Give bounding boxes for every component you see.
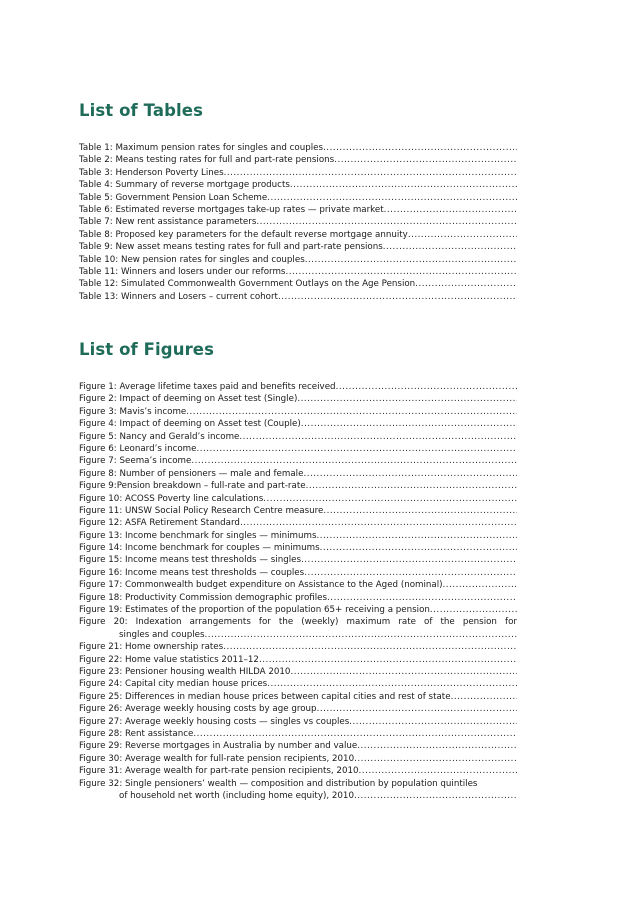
dot-leader — [336, 381, 517, 393]
dot-leader — [415, 278, 517, 290]
entry-title: Figure 22: Home value statistics 2011–12 — [79, 654, 259, 665]
entry-title: Figure 1: Average lifetime taxes paid and benefits received — [79, 381, 336, 392]
entry-title: Figure 4: Impact of deeming on Asset test (Couple) — [79, 419, 301, 430]
dot-leader — [317, 703, 517, 715]
entry-title: Table 2: Means testing rates for full and part-rate pensions — [79, 155, 335, 166]
dot-leader — [205, 629, 517, 641]
entry-word: for — [505, 617, 517, 628]
figure-entry[interactable] — [79, 554, 517, 566]
figure-entry[interactable] — [79, 703, 517, 715]
entry-title: Table 12: Simulated Commonwealth Government Outlays on the Age Pension — [79, 279, 416, 290]
table-entry[interactable] — [79, 229, 517, 241]
entry-title: Figure 14: Income benchmark for couples — minimums — [79, 543, 320, 554]
table-entry[interactable] — [79, 278, 517, 290]
entry-word: arrangements — [189, 617, 251, 628]
dot-leader — [196, 443, 517, 455]
dot-leader — [320, 542, 517, 554]
dot-leader — [359, 765, 517, 777]
dot-leader — [354, 753, 517, 765]
figure-entry[interactable] — [79, 753, 517, 765]
entry-title: Figure 24: Capital city median house prices — [79, 679, 268, 690]
entry-title: Figure 11: UNSW Social Policy Research Centre measure — [79, 505, 324, 516]
figure-entry[interactable] — [79, 691, 517, 703]
entry-title: Figure 29: Reverse mortgages in Australia by number and value — [79, 741, 358, 752]
figure-entry[interactable] — [79, 579, 517, 591]
table-entry[interactable] — [79, 204, 517, 216]
figure-entry[interactable] — [79, 728, 517, 740]
figure-entry[interactable] — [79, 530, 517, 542]
entry-title: Figure 5: Nancy and Gerald’s income — [79, 431, 240, 442]
entry-title: Figure 19: Estimates of the proportion of the population 65+ receiving a pension — [79, 605, 430, 616]
entry-title-line-1: Figure 32: Single pensioners’ wealth — composition and distribution by population quintiles — [79, 778, 478, 789]
entry-word: for — [258, 617, 271, 628]
entry-word: the — [278, 617, 294, 628]
dot-leader — [323, 142, 517, 154]
dot-leader — [191, 455, 517, 467]
figure-entry[interactable] — [79, 493, 517, 505]
entry-word: pension — [462, 617, 497, 628]
dot-leader — [316, 530, 517, 542]
entry-title: Figure 28: Rent assistance — [79, 728, 194, 739]
table-entry[interactable] — [79, 241, 517, 253]
list-of-tables — [79, 142, 517, 303]
figure-entry[interactable] — [79, 765, 517, 777]
figure-entry[interactable] — [79, 616, 517, 641]
entry-title: Figure 15: Income means test thresholds — singles — [79, 555, 302, 566]
entry-word: of — [424, 617, 433, 628]
figure-entry[interactable] — [79, 517, 517, 529]
entry-title-line-1 — [79, 616, 517, 628]
entry-title: Table 1: Maximum pension rates for singles and couples — [79, 142, 324, 153]
entry-title: Figure 12: ASFA Retirement Standard — [79, 518, 240, 529]
figure-entry[interactable] — [79, 443, 517, 455]
entry-title: Figure 31: Average wealth for part-rate pension recipients, 2010 — [79, 766, 359, 777]
entry-title: singles and couples — [119, 629, 205, 640]
table-entry[interactable] — [79, 167, 517, 179]
entry-title: Table 3: Henderson Poverty Lines — [79, 167, 224, 178]
dot-leader — [443, 579, 517, 591]
table-entry[interactable] — [79, 192, 517, 204]
entry-title: Figure 7: Seema’s income — [79, 456, 192, 467]
table-entry[interactable] — [79, 266, 517, 278]
entry-title: Figure 9:Pension breakdown – full-rate and part-rate — [79, 481, 306, 492]
dot-leader — [323, 505, 517, 517]
entry-word: 20: — [113, 617, 128, 628]
figure-entry[interactable] — [79, 716, 517, 728]
entry-title: Table 9: New asset means testing rates for full and part-rate pensions — [79, 242, 383, 253]
entry-title: Table 10: New pension rates for singles and couples — [79, 254, 305, 265]
dot-leader — [301, 418, 517, 430]
figure-entry[interactable] — [79, 480, 517, 492]
dot-leader — [306, 480, 517, 492]
dot-leader — [186, 406, 517, 418]
dot-leader — [327, 592, 517, 604]
dot-leader — [305, 254, 517, 266]
entry-word: Indexation — [135, 617, 182, 628]
dot-leader — [256, 216, 517, 228]
dot-leader — [297, 393, 517, 405]
dot-leader — [223, 641, 517, 653]
dot-leader — [451, 691, 517, 703]
dot-leader — [384, 204, 517, 216]
entry-word: rate — [398, 617, 416, 628]
figure-entry[interactable] — [79, 678, 517, 690]
entry-title: Figure 21: Home ownership rates — [79, 642, 224, 653]
table-entry[interactable] — [79, 254, 517, 266]
entry-title: Figure 26: Average weekly housing costs by age group — [79, 704, 317, 715]
dot-leader — [285, 266, 517, 278]
entry-title: Figure 27: Average weekly housing costs — singles vs couples — [79, 716, 350, 727]
dot-leader — [357, 740, 517, 752]
entry-title-line-2 — [79, 629, 517, 641]
entry-word: (weekly) — [301, 617, 339, 628]
entry-title: Figure 23: Pensioner housing wealth HILDA 2010 — [79, 666, 291, 677]
figure-entry[interactable] — [79, 393, 517, 405]
figure-entry[interactable] — [79, 381, 517, 393]
figure-entry[interactable] — [79, 505, 517, 517]
entry-title: Table 7: New rent assistance parameters — [79, 217, 257, 228]
dot-leader — [278, 291, 517, 303]
dot-leader — [240, 517, 517, 529]
table-entry[interactable] — [79, 142, 517, 154]
table-entry[interactable] — [79, 179, 517, 191]
dot-leader — [193, 728, 517, 740]
entry-title: Figure 6: Leonard’s income — [79, 443, 197, 454]
figure-entry[interactable] — [79, 592, 517, 604]
dot-leader — [267, 678, 517, 690]
entry-word: the — [440, 617, 455, 628]
figure-entry[interactable] — [79, 666, 517, 678]
entry-title: Figure 16: Income means test thresholds — couples — [79, 567, 305, 578]
dot-leader — [303, 468, 517, 480]
entry-title: Table 13: Winners and Losers – current cohort — [79, 291, 278, 302]
dot-leader — [430, 604, 517, 616]
table-entry[interactable] — [79, 154, 517, 166]
entry-title: Table 4: Summary of reverse mortgage products — [79, 180, 290, 191]
dot-leader — [349, 716, 517, 728]
entry-title: Table 5: Government Pension Loan Scheme — [79, 192, 268, 203]
entry-word: maximum — [346, 617, 391, 628]
entry-title: Figure 25: Differences in median house prices between capital cities and rest of state — [79, 691, 451, 702]
figure-entry[interactable] — [79, 654, 517, 666]
entry-title: Figure 10: ACOSS Poverty line calculations — [79, 493, 264, 504]
list-of-figures — [79, 381, 517, 802]
entry-title: Table 6: Estimated reverse mortgages take-up rates — private market — [79, 204, 384, 215]
figure-entry[interactable] — [79, 406, 517, 418]
figure-entry[interactable] — [79, 740, 517, 752]
entry-title: of household net worth (including home equity), 2010 — [119, 790, 354, 801]
entry-title: Figure 17: Commonwealth budget expenditure on Assistance to the Aged (nominal) — [79, 580, 443, 591]
dot-leader — [383, 241, 517, 253]
list-of-figures-heading: List of Figures — [79, 340, 215, 359]
dot-leader — [239, 431, 517, 443]
dot-leader — [354, 790, 517, 802]
entry-title: Table 11: Winners and losers under our reforms — [79, 266, 286, 277]
dot-leader — [304, 567, 517, 579]
dot-leader — [290, 666, 517, 678]
entry-title: Table 8: Proposed key parameters for the default reverse mortgage annuity — [79, 229, 408, 240]
figure-entry[interactable] — [79, 468, 517, 480]
dot-leader — [267, 192, 517, 204]
figure-entry[interactable] — [79, 418, 517, 430]
figure-entry[interactable] — [79, 455, 517, 467]
entry-title: Figure 2: Impact of deeming on Asset test (Single) — [79, 394, 298, 405]
figure-entry[interactable] — [79, 431, 517, 443]
table-entry[interactable] — [79, 291, 517, 303]
figure-entry[interactable] — [79, 778, 517, 803]
list-of-tables-heading: List of Tables — [79, 101, 204, 120]
dot-leader — [301, 554, 517, 566]
dot-leader — [334, 154, 517, 166]
entry-title: Figure 3: Mavis’s income — [79, 406, 187, 417]
figure-entry[interactable] — [79, 567, 517, 579]
dot-leader — [259, 654, 517, 666]
entry-title: Figure 30: Average wealth for full-rate pension recipients, 2010 — [79, 753, 355, 764]
entry-title: Figure 13: Income benchmark for singles — minimums — [79, 530, 317, 541]
entry-title: Figure 18: Productivity Commission demographic profiles — [79, 592, 328, 603]
dot-leader — [290, 179, 517, 191]
figure-entry[interactable] — [79, 542, 517, 554]
dot-leader — [263, 493, 517, 505]
table-entry[interactable] — [79, 216, 517, 228]
entry-title: Figure 8: Number of pensioners — male and female — [79, 468, 304, 479]
dot-leader — [224, 167, 517, 179]
entry-title-line-2 — [79, 790, 517, 802]
figure-entry[interactable] — [79, 641, 517, 653]
entry-word: Figure — [79, 617, 106, 628]
figure-entry[interactable] — [79, 604, 517, 616]
dot-leader — [408, 229, 517, 241]
